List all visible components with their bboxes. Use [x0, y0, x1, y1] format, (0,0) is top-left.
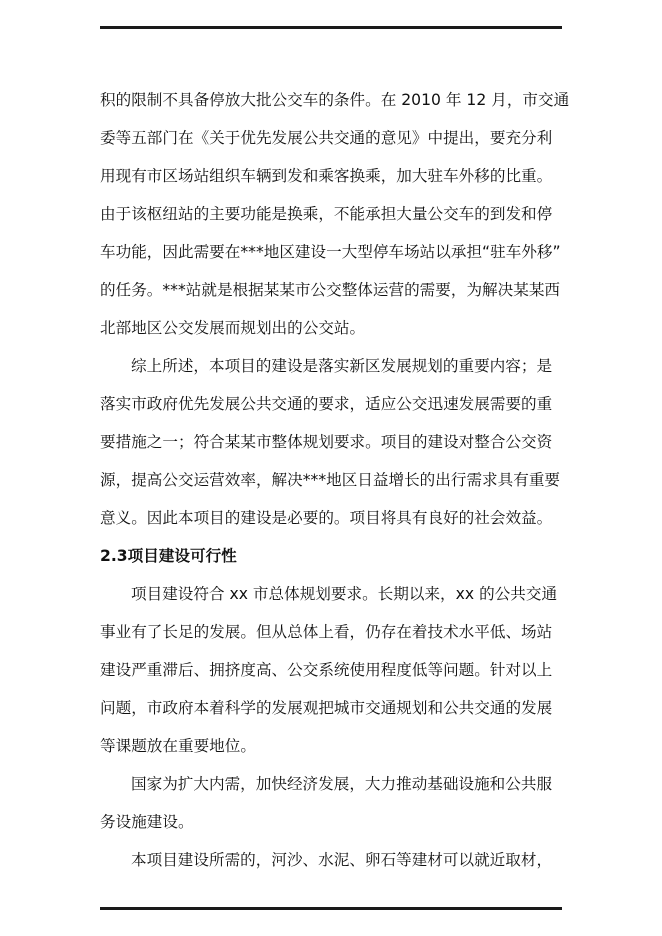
text-line: 问题，市政府本着科学的发展观把城市交通规划和公共交通的发展	[100, 699, 553, 717]
section-heading: 2.3项目建设可行性	[100, 547, 237, 565]
text-line: 建设严重滞后、拥挤度高、公交系统使用程度低等问题。针对以上	[100, 661, 553, 679]
text-line: 国家为扩大内需，加快经济发展，大力推动基础设施和公共服	[131, 775, 553, 793]
text-line: 源，提高公交运营效率，解决***地区日益增长的出行需求具有重要	[100, 471, 561, 489]
header-rule	[100, 26, 562, 29]
text-line: 本项目建设所需的，河沙、水泥、卵石等建材可以就近取材，	[131, 851, 553, 869]
text-line: 落实市政府优先发展公共交通的要求，适应公交迅速发展需要的重	[100, 395, 553, 413]
text-line: 用现有市区场站组织车辆到发和乘客换乘，加大驻车外移的比重。	[100, 167, 553, 185]
footer-rule	[100, 907, 562, 910]
text-line: 北部地区公交发展而规划出的公交站。	[100, 319, 366, 337]
document-body	[100, 81, 570, 879]
text-line: 项目建设符合 xx 市总体规划要求。长期以来，xx 的公共交通	[131, 585, 558, 603]
text-line: 综上所述，本项目的建设是落实新区发展规划的重要内容；是	[131, 357, 553, 375]
text-line: 车功能，因此需要在***地区建设一大型停车场站以承担“驻车外移”	[100, 243, 561, 261]
text-line: 的任务。***站就是根据某某市公交整体运营的需要，为解决某某西	[100, 281, 561, 299]
text-line: 由于该枢纽站的主要功能是换乘，不能承担大量公交车的到发和停	[100, 205, 553, 223]
text-line: 委等五部门在《关于优先发展公共交通的意见》中提出，要充分利	[100, 129, 553, 147]
text-line: 积的限制不具备停放大批公交车的条件。在 2010 年 12 月，市交通	[100, 91, 570, 109]
text-line: 务设施建设。	[100, 813, 194, 831]
text-line: 意义。因此本项目的建设是必要的。项目将具有良好的社会效益。	[100, 509, 553, 527]
text-line: 等课题放在重要地位。	[100, 737, 256, 755]
text-line: 事业有了长足的发展。但从总体上看，仍存在着技术水平低、场站	[100, 623, 553, 641]
text-line: 要措施之一；符合某某市整体规划要求。项目的建设对整合公交资	[100, 433, 553, 451]
